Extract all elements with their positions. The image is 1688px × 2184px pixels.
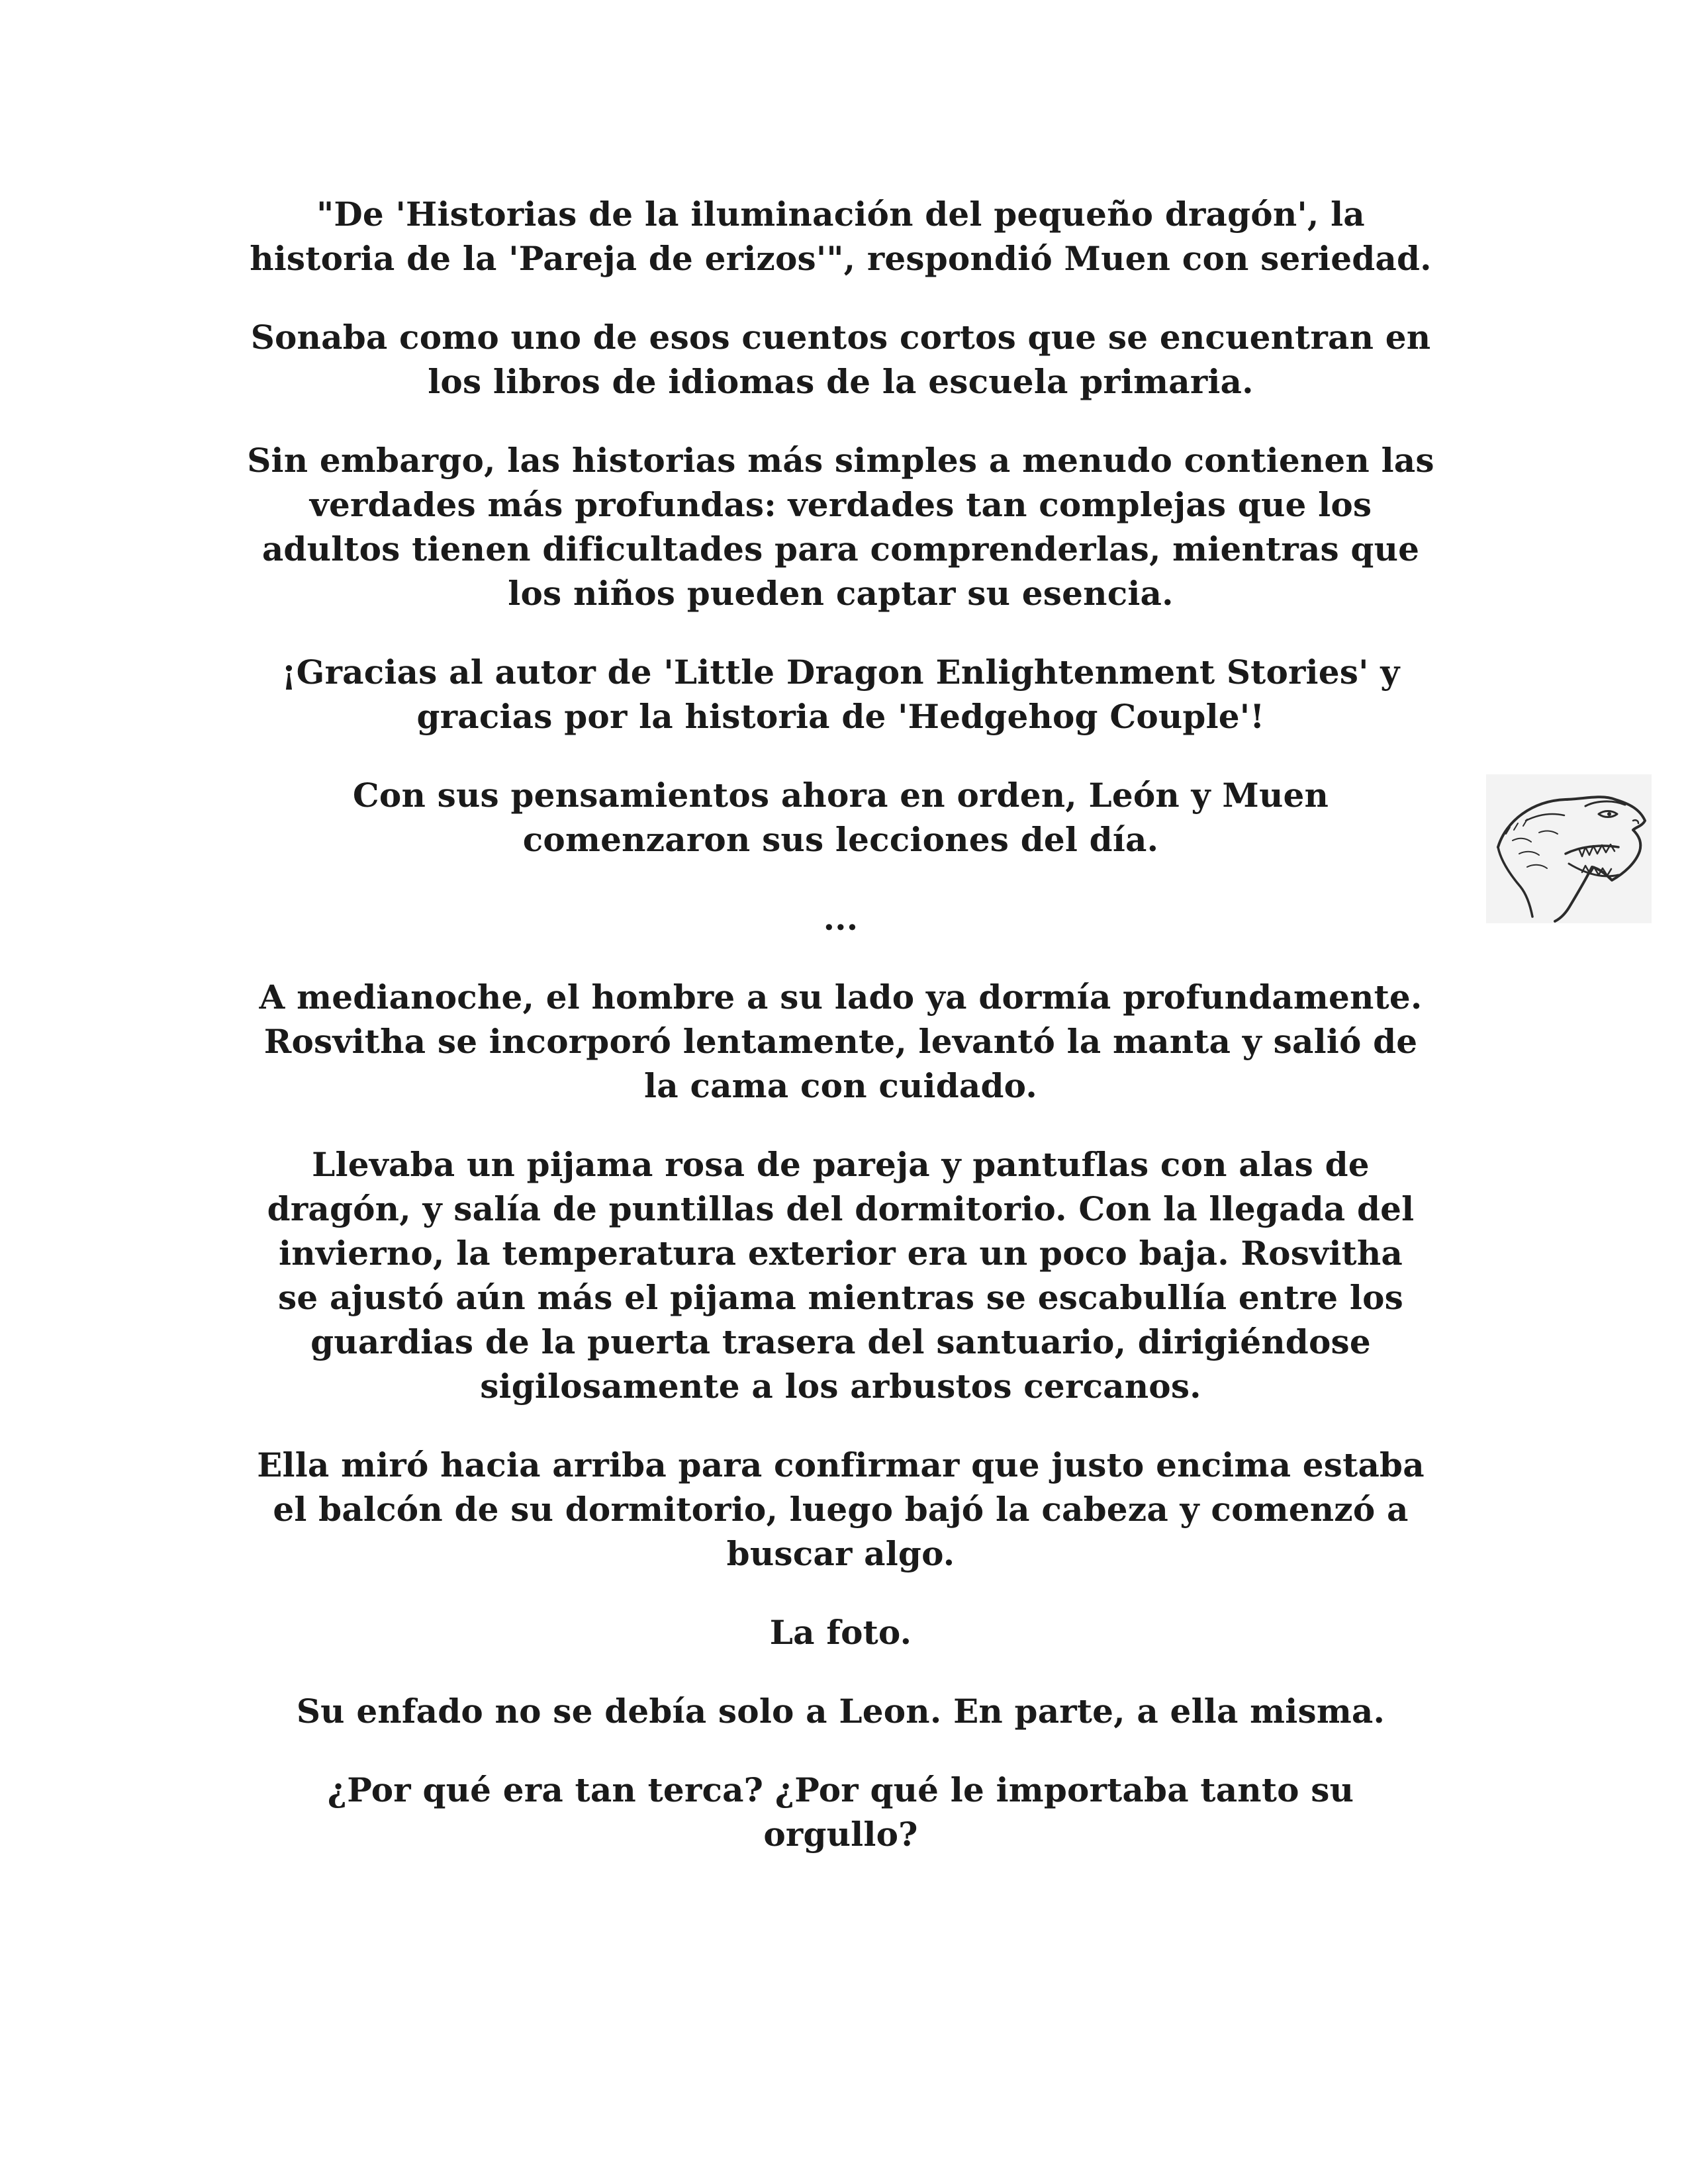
paragraph-line: guardias de la puerta trasera del santuario, dirigiéndose bbox=[310, 1322, 1371, 1361]
paragraph-line: historia de la 'Pareja de erizos'", respondió Muen con seriedad. bbox=[250, 239, 1432, 278]
paragraph-line: Su enfado no se debía solo a Leon. En parte, a ella misma. bbox=[296, 1692, 1385, 1731]
paragraph-6 bbox=[218, 975, 1463, 1108]
scene-separator bbox=[218, 896, 1463, 940]
paragraph-5 bbox=[218, 773, 1463, 862]
paragraph-line: verdades más profundas: verdades tan complejas que los bbox=[309, 485, 1372, 524]
paragraph-line: buscar algo. bbox=[726, 1534, 955, 1573]
paragraph-8 bbox=[218, 1443, 1463, 1576]
paragraph-7 bbox=[218, 1142, 1463, 1408]
paragraph-line: Sonaba como uno de esos cuentos cortos que se encuentran en bbox=[250, 318, 1431, 357]
paragraph-1 bbox=[218, 192, 1463, 281]
paragraph-line: se ajustó aún más el pijama mientras se escabullía entre los bbox=[278, 1278, 1403, 1317]
paragraph-2 bbox=[218, 315, 1463, 404]
paragraph-line: los niños pueden captar su esencia. bbox=[508, 574, 1174, 613]
paragraph-line: Ella miró hacia arriba para confirmar que justo encima estaba bbox=[257, 1445, 1425, 1484]
paragraph-line: los libros de idiomas de la escuela primaria. bbox=[428, 362, 1254, 401]
paragraph-line: Sin embargo, las historias más simples a menudo contienen las bbox=[247, 441, 1434, 480]
paragraph-line: ¡Gracias al autor de 'Little Dragon Enlightenment Stories' y bbox=[281, 653, 1400, 692]
paragraph-line: comenzaron sus lecciones del día. bbox=[522, 820, 1159, 859]
paragraph-line: Llevaba un pijama rosa de pareja y pantuflas con alas de bbox=[312, 1145, 1370, 1184]
paragraph-line: Con sus pensamientos ahora en orden, León y Muen bbox=[352, 776, 1329, 815]
paragraph-10 bbox=[218, 1689, 1463, 1733]
dragon-head-sketch-icon bbox=[1486, 774, 1652, 923]
paragraph-line: orgullo? bbox=[763, 1815, 918, 1854]
paragraph-line: "De 'Historias de la iluminación del pequeño dragón', la bbox=[316, 195, 1365, 234]
document-body bbox=[218, 192, 1463, 1891]
paragraph-line: gracias por la historia de 'Hedgehog Couple'! bbox=[416, 697, 1265, 736]
paragraph-4 bbox=[218, 650, 1463, 739]
paragraph-line: adultos tienen dificultades para comprenderlas, mientras que bbox=[261, 529, 1420, 569]
paragraph-line: sigilosamente a los arbustos cercanos. bbox=[480, 1367, 1201, 1406]
paragraph-line: Rosvitha se incorporó lentamente, levantó la manta y salió de bbox=[263, 1022, 1418, 1061]
paragraph-line: el balcón de su dormitorio, luego bajó la cabeza y comenzó a bbox=[273, 1490, 1409, 1529]
paragraph-line: invierno, la temperatura exterior era un poco baja. Rosvitha bbox=[279, 1234, 1403, 1273]
paragraph-3 bbox=[218, 438, 1463, 615]
paragraph-11 bbox=[218, 1768, 1463, 1856]
paragraph-line: La foto. bbox=[769, 1613, 912, 1652]
paragraph-line: la cama con cuidado. bbox=[644, 1066, 1037, 1105]
paragraph-line: ¿Por qué era tan terca? ¿Por qué le importaba tanto su bbox=[327, 1770, 1354, 1809]
paragraph-line: dragón, y salía de puntillas del dormitorio. Con la llegada del bbox=[267, 1189, 1415, 1228]
paragraph-line: A medianoche, el hombre a su lado ya dormía profundamente. bbox=[259, 978, 1423, 1017]
paragraph-9 bbox=[218, 1610, 1463, 1655]
paragraph-line: ... bbox=[823, 899, 859, 938]
